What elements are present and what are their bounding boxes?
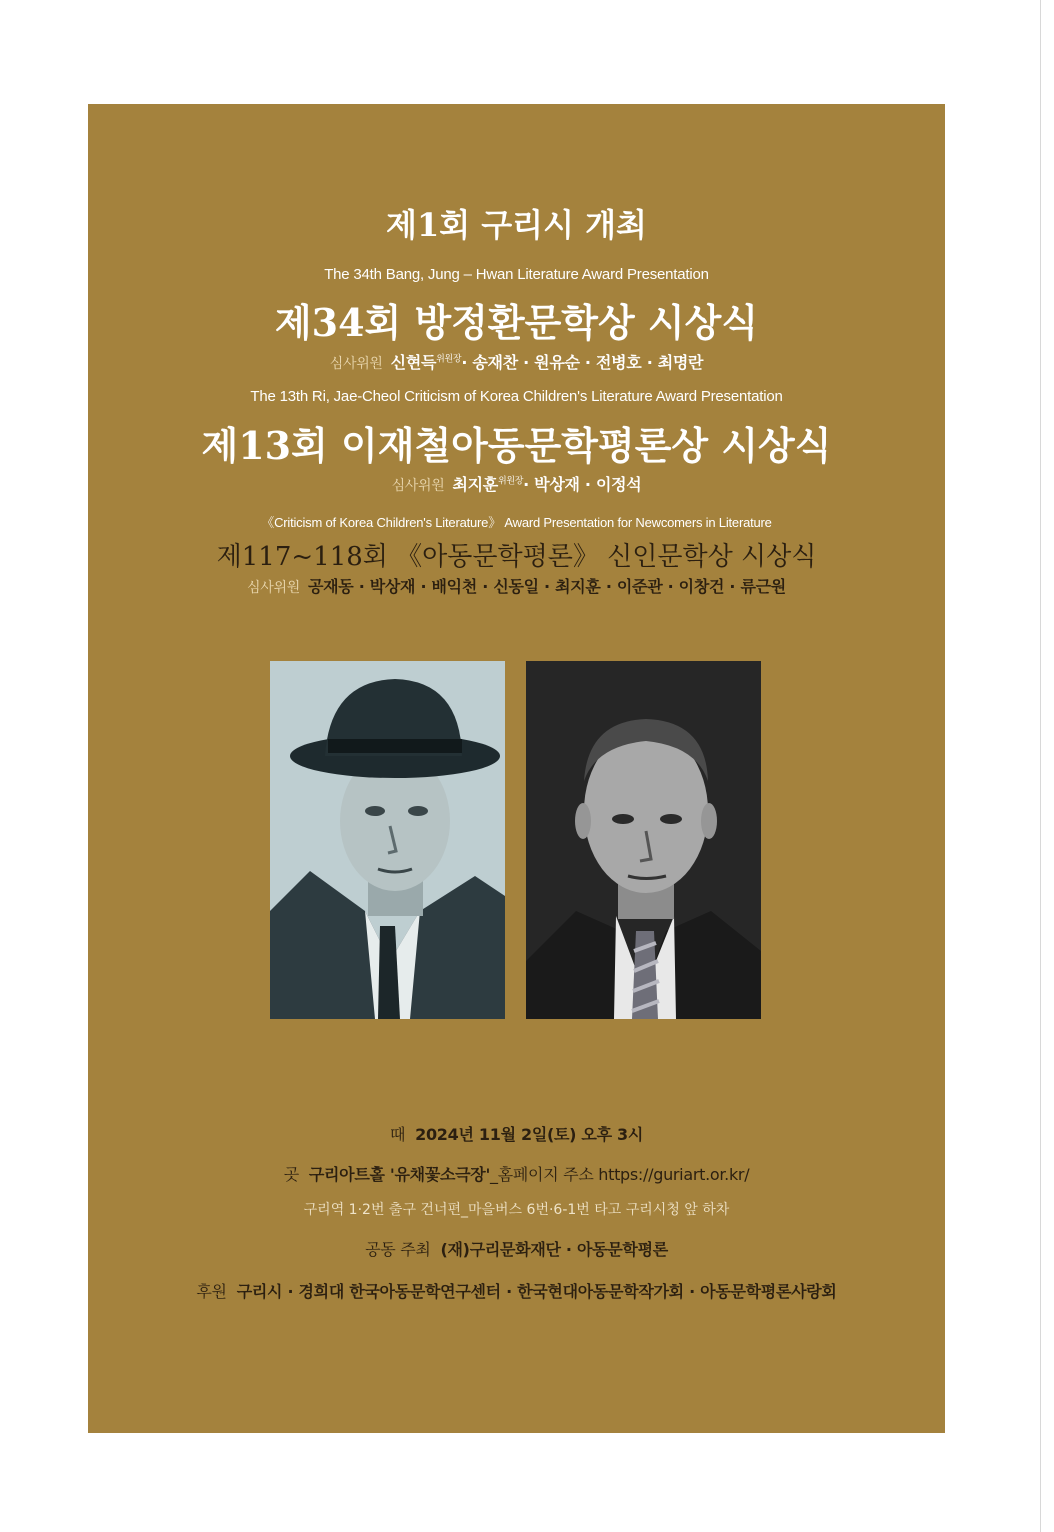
where-label: 곳 xyxy=(283,1165,299,1184)
award1-chair-tag: 위원장 xyxy=(436,354,462,365)
award2-other-judges: · 박상재 · 이정석 xyxy=(523,475,642,494)
award1-judges xyxy=(88,350,945,373)
page-edge-line xyxy=(1040,0,1041,1532)
sponsor-value: 구리시 · 경희대 한국아동문학연구센터 · 한국현대아동문학작가회 · 아동문학평론사랑회 xyxy=(236,1282,837,1301)
award-poster xyxy=(88,104,945,1433)
award2-judges xyxy=(88,472,945,495)
award3-judges-list: 공재동 · 박상재 · 배익천 · 신동일 · 최지훈 · 이준관 · 이창건 · 류근원 xyxy=(307,577,786,596)
where-value: 구리아트홀 '유채꽃소극장' xyxy=(308,1165,491,1184)
award3-title: 제117~118회 《아동문학평론》 신인문학상 시상식 xyxy=(216,542,817,572)
award2-judges-label: 심사위원 xyxy=(391,478,445,494)
poster-headline: 제1회 구리시 개최 xyxy=(386,206,647,244)
portrait-bang-jung-hwan-drawing xyxy=(270,661,505,1019)
event-directions: 구리역 1·2번 출구 건너편_마을버스 6번·6-1번 타고 구리시청 앞 하차 xyxy=(303,1202,730,1218)
event-host xyxy=(88,1237,945,1260)
award1-chair: 신현득 xyxy=(390,353,437,372)
award2-title: 제13회 이재철아동문학평론상 시상식 xyxy=(201,423,832,468)
portrait-ri-jae-cheol-drawing xyxy=(526,661,761,1019)
award1-other-judges: · 송재찬 · 원유순 · 전병호 · 최명란 xyxy=(461,353,704,372)
event-when xyxy=(88,1122,945,1145)
award2-english-title: The 13th Ri, Jae-Cheol Criticism of Korea Children's Literature Award Presentation xyxy=(250,388,783,405)
homepage-text: _홈페이지 주소 https://guriart.or.kr/ xyxy=(490,1165,750,1184)
portrait-bang-jung-hwan xyxy=(270,661,505,1019)
when-label: 때 xyxy=(389,1125,406,1144)
portrait-ri-jae-cheol xyxy=(526,661,761,1019)
sponsor-label: 후원 xyxy=(196,1282,227,1301)
event-where xyxy=(88,1162,945,1185)
award3-english-title: 《Criticism of Korea Children's Literature》 Award Presentation for Newcomers in Literature xyxy=(261,515,772,530)
award2-chair-tag: 위원장 xyxy=(497,476,524,487)
host-value: (재)구리문화재단 · 아동문학평론 xyxy=(440,1240,668,1259)
award3-judges-label: 심사위원 xyxy=(247,580,300,596)
award3-judges xyxy=(88,574,945,597)
host-label: 공동 주최 xyxy=(365,1240,431,1259)
award1-judges-label: 심사위원 xyxy=(329,356,383,372)
award1-title: 제34회 방정환문학상 시상식 xyxy=(274,300,759,345)
award2-chair: 최지훈 xyxy=(452,475,498,494)
award1-english-title: The 34th Bang, Jung – Hwan Literature Award Presentation xyxy=(324,266,709,283)
event-sponsor xyxy=(88,1279,945,1302)
when-value: 2024년 11월 2일(토) 오후 3시 xyxy=(415,1125,644,1144)
